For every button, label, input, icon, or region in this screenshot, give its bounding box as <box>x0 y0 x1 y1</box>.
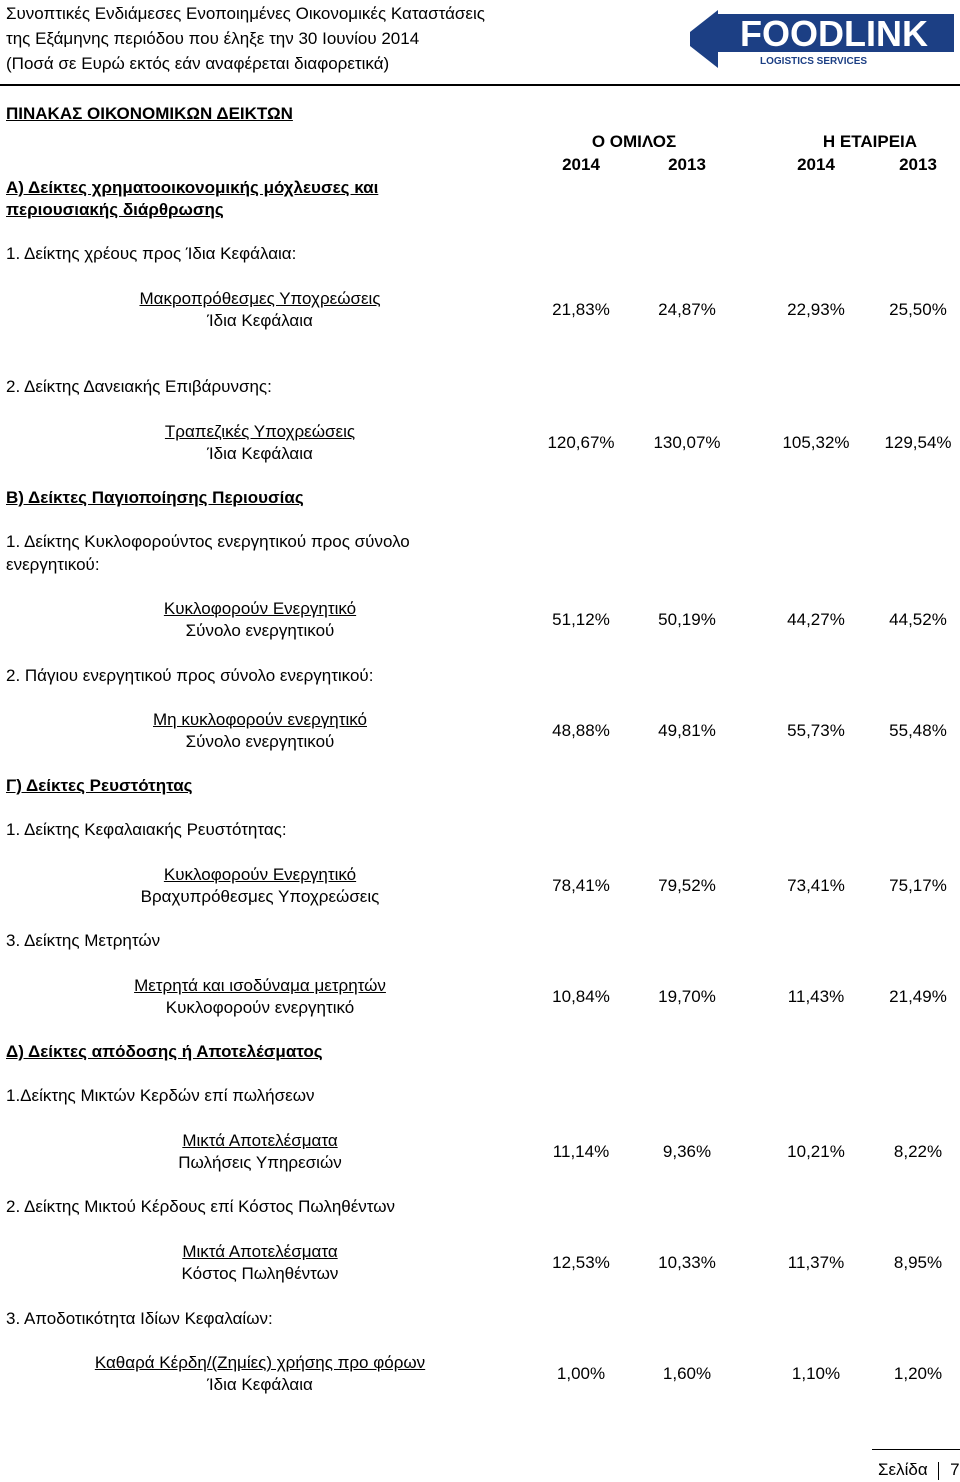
ratio-numerator: Μικτά Αποτελέσματα <box>182 1131 338 1150</box>
header-line-1: Συνοπτικές Ενδιάμεσες Ενοποιημένες Οικονομικές Καταστάσεις <box>6 4 485 23</box>
ratio-numerator: Μικτά Αποτελέσματα <box>182 1242 338 1261</box>
ratio-denominator: Σύνολο ενεργητικού <box>185 732 335 751</box>
ratio-value: 8,95% <box>893 1253 943 1272</box>
section-a-title-2: περιουσιακής διάρθρωσης <box>6 200 224 219</box>
page-label: Σελίδα <box>878 1460 928 1479</box>
ratio-denominator: Κυκλοφορούν ενεργητικό <box>165 998 355 1017</box>
ratio-numerator: Μετρητά και ισοδύναμα μετρητών <box>134 976 386 995</box>
ratio-value: 24,87% <box>658 300 716 319</box>
section-c-title: Γ) Δείκτες Ρευστότητας <box>6 776 193 795</box>
section-d-title: Δ) Δείκτες απόδοσης ή Αποτελέσματος <box>6 1042 323 1061</box>
ratio-value: 44,52% <box>889 610 947 629</box>
header-line-3: (Ποσά σε Ευρώ εκτός εάν αναφέρεται διαφορετικά) <box>6 54 390 73</box>
ratio-label: 1.Δείκτης Μικτών Κερδών επί πωλήσεων <box>6 1086 315 1105</box>
ratio-value: 75,17% <box>889 876 947 895</box>
ratio-denominator: Ίδια Κεφάλαια <box>207 444 313 463</box>
ratio-value: 11,43% <box>787 987 845 1006</box>
ratio-value: 44,27% <box>787 610 845 629</box>
ratio-value: 105,32% <box>782 433 850 452</box>
ratio-value: 49,81% <box>658 721 716 740</box>
ratio-numerator: Καθαρά Κέρδη/(Ζημίες) χρήσης προ φόρων <box>94 1353 426 1372</box>
ratio-value: 11,37% <box>787 1253 845 1272</box>
ratio-value: 21,49% <box>889 987 947 1006</box>
ratio-label: 2. Δείκτης Δανειακής Επιβάρυνσης: <box>6 377 272 396</box>
ratio-value: 1,10% <box>791 1364 841 1383</box>
ratio-value: 130,07% <box>653 433 721 452</box>
ratio-value: 19,70% <box>658 987 716 1006</box>
ratio-value: 11,14% <box>552 1142 610 1161</box>
year-group-2013: 2013 <box>668 155 706 174</box>
ratio-value: 78,41% <box>552 876 610 895</box>
ratio-denominator: Κόστος Πωληθέντων <box>181 1264 339 1283</box>
ratio-label: 2. Δείκτης Μικτού Κέρδους επί Κόστος Πωληθέντων <box>6 1197 396 1216</box>
logo-text: FOODLINK <box>740 13 928 54</box>
year-company-2014: 2014 <box>797 155 835 174</box>
ratio-label-2: ενεργητικού: <box>6 555 100 574</box>
section-a-title: Α) Δείκτες χρηματοοικονομικής μόχλευσες και <box>6 178 379 197</box>
ratio-value: 8,22% <box>893 1142 943 1161</box>
foodlink-logo <box>690 10 956 68</box>
ratio-numerator: Κυκλοφορούν Ενεργητικό <box>163 599 357 618</box>
ratio-value: 10,84% <box>552 987 610 1006</box>
header-divider <box>0 84 960 86</box>
ratio-numerator: Μακροπρόθεσμες Υποχρεώσεις <box>139 289 381 308</box>
ratio-label: 3. Δείκτης Μετρητών <box>6 931 161 950</box>
ratio-value: 10,33% <box>658 1253 716 1272</box>
ratio-label: 2. Πάγιου ενεργητικού προς σύνολο ενεργητικού: <box>6 666 374 685</box>
ratio-denominator: Πωλήσεις Υπηρεσιών <box>178 1153 342 1172</box>
section-b-title: Β) Δείκτες Παγιοποίησης Περιουσίας <box>6 488 304 507</box>
footer-divider <box>872 1449 960 1450</box>
ratio-value: 51,12% <box>552 610 610 629</box>
logo-subtext: LOGISTICS SERVICES <box>760 56 868 67</box>
ratio-value: 55,73% <box>787 721 845 740</box>
year-group-2014: 2014 <box>562 155 600 174</box>
ratio-value: 50,19% <box>658 610 716 629</box>
ratio-denominator: Ίδια Κεφάλαια <box>207 311 313 330</box>
ratio-value: 21,83% <box>552 300 610 319</box>
group-header: Ο ΟΜΙΛΟΣ <box>591 132 677 151</box>
ratio-value: 12,53% <box>552 1253 610 1272</box>
ratio-numerator: Μη κυκλοφορούν ενεργητικό <box>153 710 367 729</box>
page-title: ΠΙΝΑΚΑΣ ΟΙΚΟΝΟΜΙΚΩΝ ΔΕΙΚΤΩΝ <box>6 104 293 123</box>
ratio-label: 3. Αποδοτικότητα Ιδίων Κεφαλαίων: <box>6 1309 273 1328</box>
ratio-value: 73,41% <box>787 876 845 895</box>
ratio-value: 120,67% <box>547 433 615 452</box>
ratio-numerator: Κυκλοφορούν Ενεργητικό <box>163 865 357 884</box>
ratio-label: 1. Δείκτης Κυκλοφορούντος ενεργητικού προς σύνολο <box>6 532 410 551</box>
ratio-value: 1,00% <box>556 1364 606 1383</box>
ratio-value: 1,60% <box>662 1364 712 1383</box>
company-header: Η ΕΤΑΙΡΕΙΑ <box>822 132 918 151</box>
ratio-value: 1,20% <box>893 1364 943 1383</box>
ratio-value: 25,50% <box>889 300 947 319</box>
ratio-numerator: Τραπεζικές Υποχρεώσεις <box>164 422 356 441</box>
ratio-denominator: Βραχυπρόθεσμες Υποχρεώσεις <box>140 887 380 906</box>
year-company-2013: 2013 <box>899 155 937 174</box>
ratio-value: 129,54% <box>884 433 952 452</box>
page-number: 7 <box>950 1460 960 1479</box>
page-number-footer <box>878 1459 960 1481</box>
ratio-value: 48,88% <box>552 721 610 740</box>
header-line-2: της Εξάμηνης περιόδου που έληξε την 30 Ιουνίου 2014 <box>6 29 420 48</box>
ratio-value: 79,52% <box>658 876 716 895</box>
ratio-denominator: Σύνολο ενεργητικού <box>185 621 335 640</box>
ratio-value: 22,93% <box>787 300 845 319</box>
ratio-value: 10,21% <box>787 1142 845 1161</box>
ratio-denominator: Ίδια Κεφάλαια <box>207 1375 313 1394</box>
ratio-value: 9,36% <box>662 1142 712 1161</box>
ratio-label: 1. Δείκτης χρέους προς Ίδια Κεφάλαια: <box>6 244 297 263</box>
ratio-label: 1. Δείκτης Κεφαλαιακής Ρευστότητας: <box>6 820 287 839</box>
ratio-value: 55,48% <box>889 721 947 740</box>
